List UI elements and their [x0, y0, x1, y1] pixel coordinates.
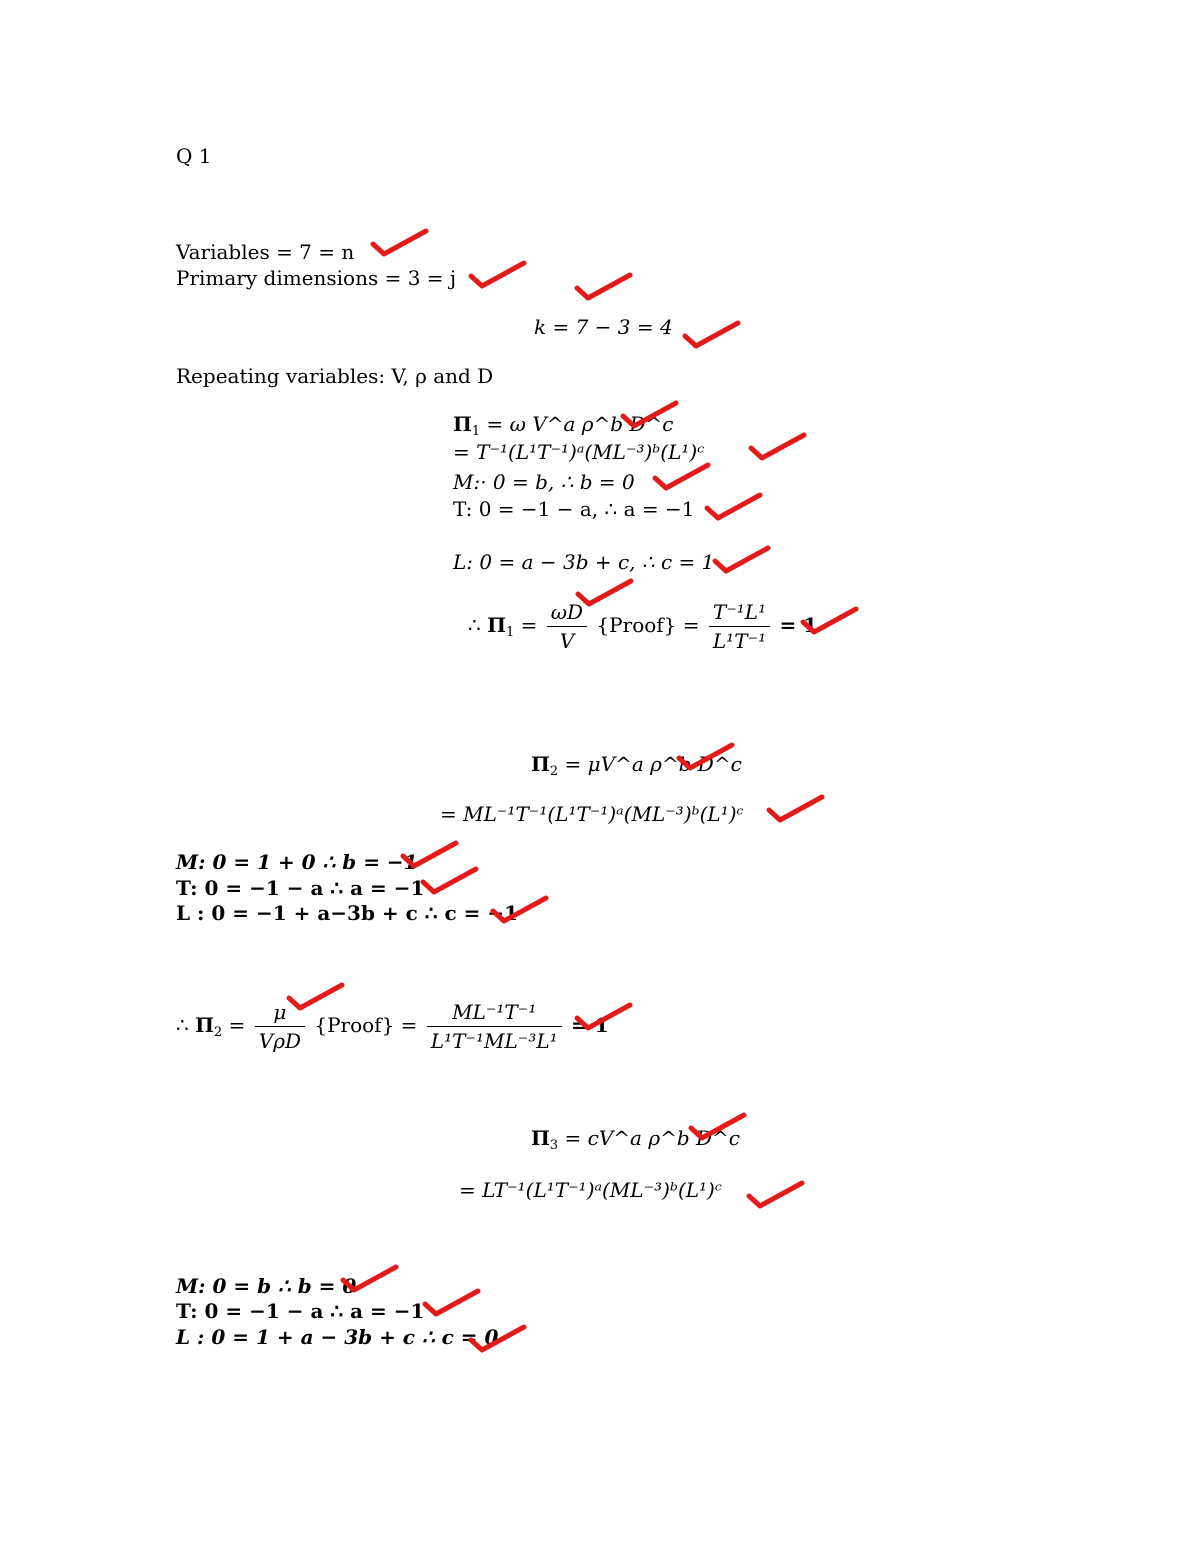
checkmark-icon: [468, 260, 528, 290]
pi1-dimensions: = T⁻¹(L¹T⁻¹)ᵃ(ML⁻³)ᵇ(L¹)ᶜ: [453, 440, 705, 464]
pi3-dimensions: = LT⁻¹(L¹T⁻¹)ᵃ(ML⁻³)ᵇ(L¹)ᶜ: [459, 1178, 722, 1202]
proof-label: {Proof} =: [596, 613, 700, 637]
therefore-symbol: ∴: [176, 1013, 189, 1037]
checkmark-icon: [652, 462, 712, 492]
therefore-symbol: ∴: [468, 613, 481, 637]
checkmark-icon: [704, 492, 764, 522]
pi-subscript: 2: [213, 1025, 223, 1040]
pi2-numerator: μ: [273, 1000, 287, 1024]
checkmark-icon: [370, 228, 430, 258]
primary-dimensions-line: Primary dimensions = 3 = j: [176, 266, 457, 290]
pi3-m-equation: M: 0 = b ∴ b = 0: [176, 1274, 357, 1298]
variables-line: Variables = 7 = n: [176, 240, 355, 264]
pi2-dimensions: = ML⁻¹T⁻¹(L¹T⁻¹)ᵃ(ML⁻³)ᵇ(L¹)ᶜ: [440, 802, 744, 826]
pi3-definition-text: = cV^a ρ^b D^c: [564, 1126, 740, 1150]
repeating-variables-line: Repeating variables: V, ρ and D: [176, 364, 494, 388]
pi1-proof-value: = 1: [779, 613, 818, 637]
pi1-proof-numerator: T⁻¹L¹: [712, 600, 767, 624]
pi1-t-equation: T: 0 = −1 − a, ∴ a = −1: [453, 497, 695, 521]
checkmark-icon: [340, 1264, 400, 1294]
checkmark-icon: [422, 1288, 482, 1318]
pi1-result: ∴ $\Pi_1$ = $\frac{\omega D}{V}$ {Proof} = $\frac{\text{T⁻¹L¹}}{\text{L¹T⁻¹}}$ = 1: [468, 600, 818, 653]
question-heading: Q 1: [176, 144, 212, 168]
pi1-proof-fraction: [709, 600, 770, 653]
pi1-numerator: ωD: [550, 600, 584, 624]
pi1-denominator: V: [547, 626, 587, 653]
pi1-m-equation: M:· 0 = b, ∴ b = 0: [453, 470, 635, 494]
checkmark-icon: [620, 400, 680, 430]
pi3-t-equation: T: 0 = −1 − a ∴ a = −1: [176, 1299, 425, 1323]
checkmark-icon: [688, 1112, 748, 1142]
checkmark-icon: [748, 432, 808, 462]
pi2-definition-text: = μV^a ρ^b D^c: [564, 752, 742, 776]
pi1-proof-denominator: L¹T⁻¹: [709, 626, 770, 653]
checkmark-icon: [682, 320, 742, 350]
pi-symbol: Π: [487, 613, 506, 637]
pi2-proof-value: = 1: [571, 1013, 609, 1037]
pi2-proof-numerator: ML⁻¹T⁻¹: [452, 1000, 537, 1024]
pi-symbol: Π: [531, 1126, 550, 1150]
proof-label: {Proof} =: [314, 1013, 418, 1037]
pi2-m-equation: M: 0 = 1 + 0 ∴ b = −1: [176, 850, 418, 874]
pi-symbol: Π: [195, 1013, 214, 1037]
checkmark-icon: [420, 866, 480, 896]
checkmark-icon: [746, 1180, 806, 1210]
checkmark-icon: [468, 1324, 528, 1354]
checkmark-icon: [574, 1002, 634, 1032]
checkmark-icon: [490, 895, 550, 925]
checkmark-icon: [766, 794, 826, 824]
pi-subscript: 1: [471, 424, 481, 439]
pi-symbol: Π: [453, 412, 472, 436]
pi1-definition-text: = ω V^a ρ^b D^c: [486, 412, 674, 436]
pi2-proof-denominator: L¹T⁻¹ML⁻³L¹: [427, 1026, 562, 1053]
checkmark-icon: [712, 545, 772, 575]
pi2-t-equation: T: 0 = −1 − a ∴ a = −1: [176, 876, 425, 900]
checkmark-icon: [574, 272, 634, 302]
pi2-l-equation: L : 0 = −1 + a−3b + c ∴ c = −1: [176, 901, 518, 925]
pi-subscript: 1: [505, 625, 515, 640]
checkmark-icon: [575, 578, 635, 608]
checkmark-icon: [286, 982, 346, 1012]
pi2-proof-fraction: [427, 1000, 562, 1053]
pi1-l-equation: L: 0 = a − 3b + c, ∴ c = 1: [453, 550, 715, 574]
pi-subscript: 3: [549, 1138, 559, 1153]
pi-subscript: 2: [549, 764, 559, 779]
pi2-denominator: VρD: [255, 1026, 305, 1053]
k-line: k = 7 − 3 = 4: [534, 315, 673, 339]
checkmark-icon: [676, 742, 736, 772]
checkmark-icon: [800, 606, 860, 636]
pi-symbol: Π: [531, 752, 550, 776]
pi3-l-equation: L : 0 = 1 + a − 3b + c ∴ c = 0: [176, 1325, 499, 1349]
pi2-result: ∴ $\Pi_2$ = $\frac{\mu}{\text{VρD}}$ {Proof} = $\frac{\text{ML⁻¹T⁻¹}}{\text{L¹T⁻¹ML⁻³L¹}}$ = 1: [176, 1000, 609, 1053]
